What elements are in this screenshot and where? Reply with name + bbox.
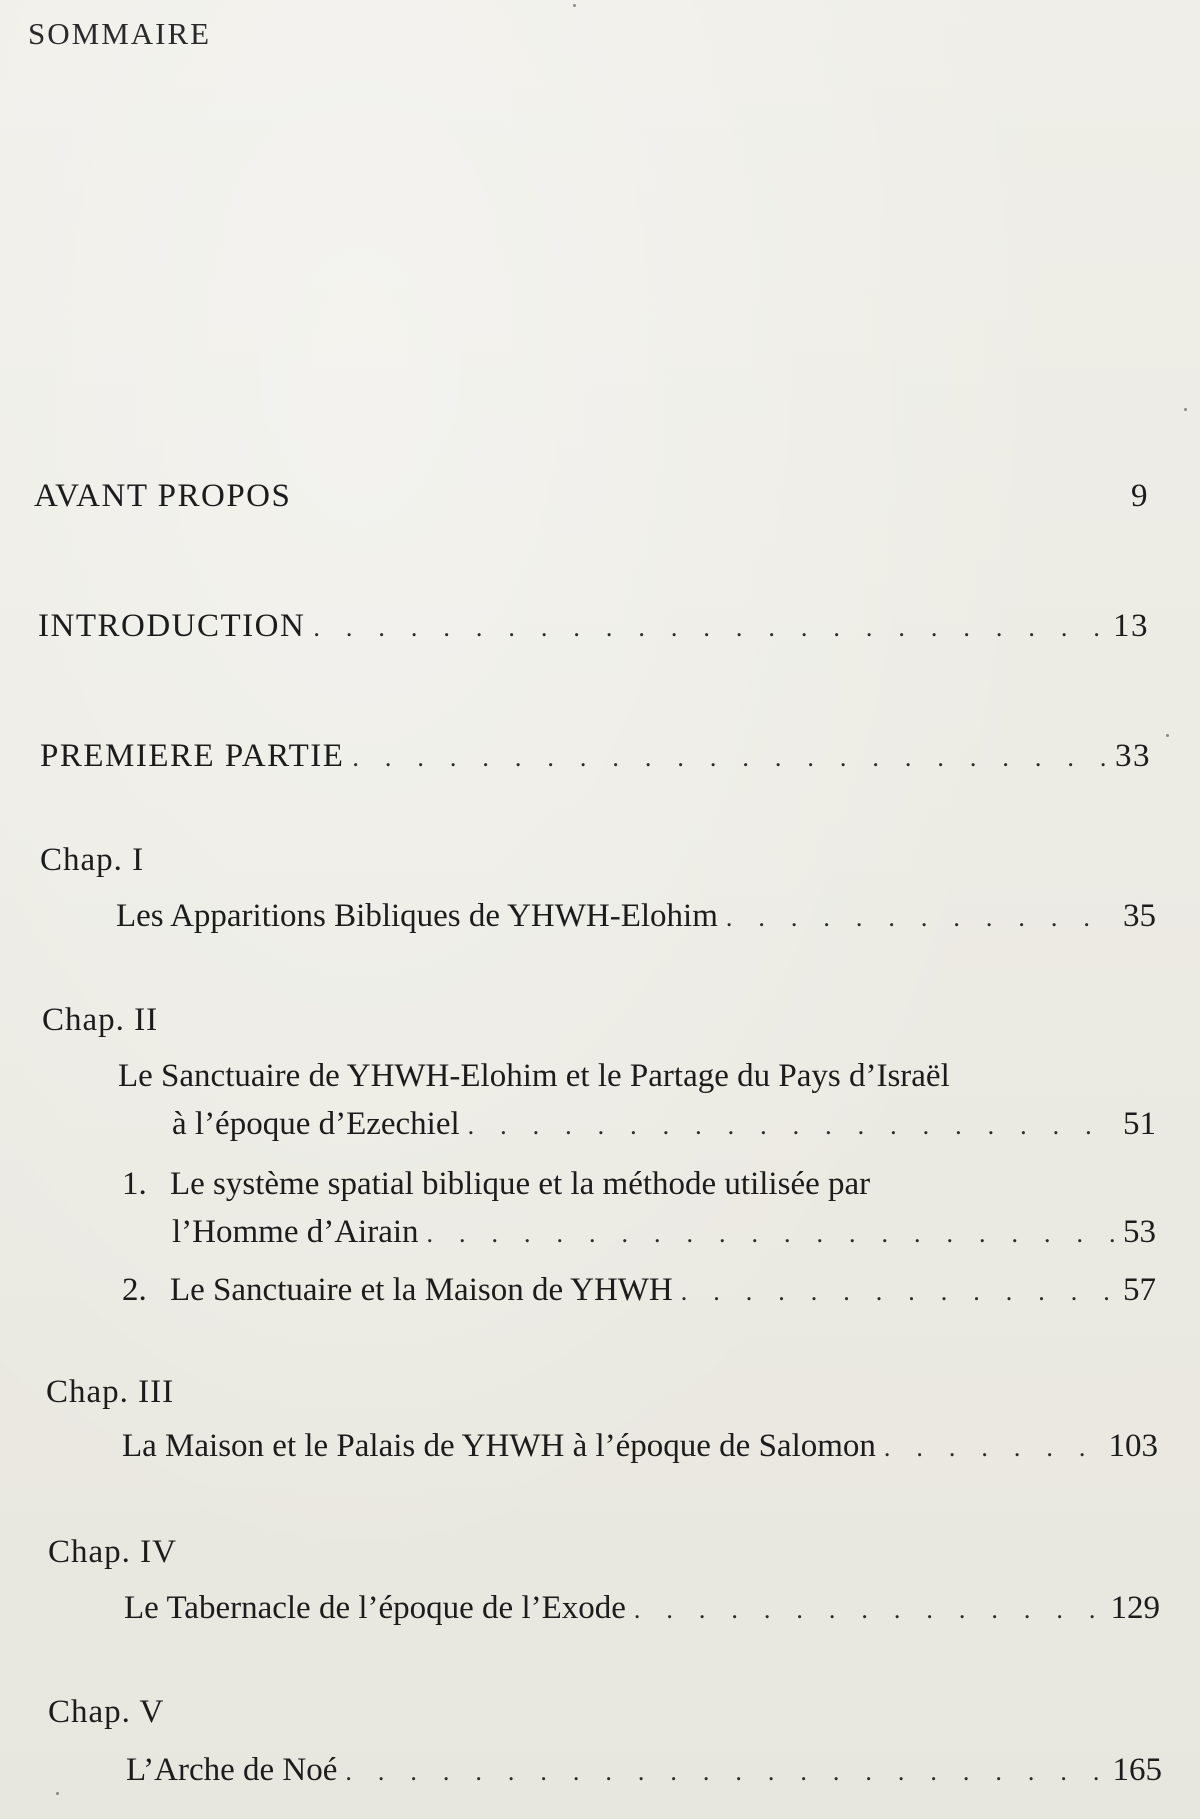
dot-leader xyxy=(673,1272,1116,1309)
dot-leader xyxy=(337,1752,1112,1789)
toc-page-number: 9 xyxy=(1131,478,1149,514)
toc-label xyxy=(122,1272,673,1309)
toc-entry-chapter-2-line1: Le Sanctuaire de YHWH-Elohim et le Partage du Pays d’Israël xyxy=(118,1058,950,1094)
chapter-heading-3: Chap. III xyxy=(46,1374,175,1410)
toc-label: Le Tabernacle de l’époque de l’Exode xyxy=(124,1590,626,1626)
dot-leader xyxy=(460,1106,1116,1143)
dot-leader xyxy=(718,898,1116,935)
toc-page-number: 57 xyxy=(1123,1272,1156,1308)
section-title: Le Sanctuaire et la Maison de YHWH xyxy=(170,1272,673,1308)
dot-leader xyxy=(419,1214,1116,1251)
toc-entry-section-1 xyxy=(172,1214,1156,1251)
chapter-heading-5: Chap. V xyxy=(48,1694,165,1730)
toc-label: L’Arche de Noé xyxy=(126,1752,338,1788)
toc-entry-chapter-4 xyxy=(124,1590,1160,1627)
dot-leader xyxy=(876,1428,1109,1465)
toc-label: INTRODUCTION xyxy=(38,608,306,644)
toc-label: AVANT PROPOS xyxy=(34,478,292,514)
toc-entry-introduction xyxy=(38,608,1149,645)
toc-page-number: 13 xyxy=(1113,608,1149,644)
toc-section-1-line1 xyxy=(122,1166,870,1203)
toc-page-number: 129 xyxy=(1110,1590,1160,1626)
dot-leader xyxy=(305,608,1109,645)
toc-page-number: 35 xyxy=(1123,898,1156,934)
toc-entry-avant-propos xyxy=(34,478,1149,515)
toc-entry-chapter-3 xyxy=(122,1428,1158,1465)
chapter-heading-4: Chap. IV xyxy=(48,1534,177,1570)
toc-page-number: 53 xyxy=(1123,1214,1156,1250)
toc-entry-chapter-5 xyxy=(126,1752,1162,1789)
page-title: SOMMAIRE xyxy=(28,16,212,51)
toc-entry-section-2 xyxy=(122,1272,1156,1309)
toc-page-number: 103 xyxy=(1108,1428,1158,1464)
toc-entry-chapter-2 xyxy=(172,1106,1156,1143)
section-title: Le système spatial biblique et la méthode utilisée par xyxy=(170,1166,871,1202)
toc-label: l’Homme d’Airain xyxy=(172,1214,419,1250)
toc-entry-chapter-1 xyxy=(116,898,1156,935)
dot-leader xyxy=(344,738,1111,775)
toc-page-number: 165 xyxy=(1112,1752,1162,1788)
toc-label: La Maison et le Palais de YHWH à l’époque de Salomon xyxy=(122,1428,876,1464)
dust-speck xyxy=(56,1792,59,1795)
chapter-heading-2: Chap. II xyxy=(42,1002,159,1038)
toc-label: Les Apparitions Bibliques de YHWH-Elohim xyxy=(116,898,718,934)
dust-speck xyxy=(573,4,576,7)
toc-label: à l’époque d’Ezechiel xyxy=(172,1106,460,1142)
dust-speck xyxy=(1166,734,1169,737)
toc-entry-premiere-partie xyxy=(40,738,1151,775)
chapter-heading-1: Chap. I xyxy=(40,842,145,878)
section-number: 1. xyxy=(122,1166,147,1202)
dust-speck xyxy=(1184,408,1187,411)
section-number: 2. xyxy=(122,1272,147,1308)
toc-page-number: 51 xyxy=(1123,1106,1156,1142)
dot-leader xyxy=(626,1590,1111,1627)
toc-label: PREMIERE PARTIE xyxy=(40,738,345,774)
toc-page-number: 33 xyxy=(1115,738,1151,774)
